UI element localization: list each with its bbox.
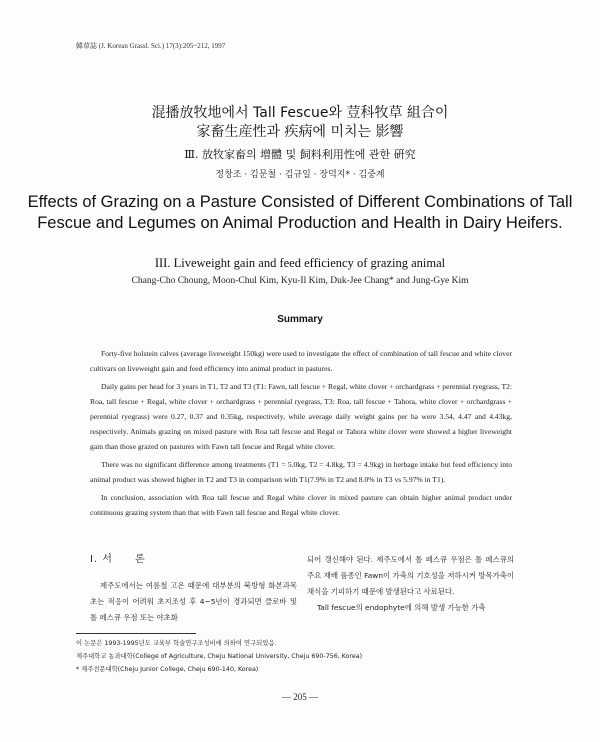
korean-authors: 정창조 · 김문철 · 김규일 · 장덕지* · 김중계 [215,170,385,180]
english-title: Effects of Grazing on a Pasture Consisted of Different Combinations of Tall Fescue and Legumes on Animal Production and Health in Dairy Heifers. [27,193,573,232]
intro-left-column [90,552,297,626]
footnote-divider [76,633,196,634]
summary-paragraph: In conclusion, association with Roa tall fescue and Regal white clover in mixed pasture can obtain higher animal product under continuous grazing system than that with Fawn tall fescue and Regal white clover. [90,493,512,517]
summary-paragraph: Forty-five holstein calves (average liveweight 150kg) were used to investigate the effect of combination of tall fescue and white clover cultivars on liveweight gain and feed efficiency into animal product in pastures. [90,349,512,373]
footnote: 이 논문은 1993-1995년도 교육부 학술연구조성비에 의하여 연구되었음. [76,640,277,647]
summary-paragraph: Daily gains per head for 3 years in T1, T2 and T3 (T1: Fawn, tall fescue + Regal, white clover + orchardgrass + perennial ryegrass, T2: Roa, tall fescue + Regal, white clover + orchardgrass + perennial ryegrass, T3: Roa, tall fescue + Tahora, white clover + orchardgrass + perennial ryegrass) were 0.27, 0.37 and 0.35kg, respectively, while average daily weight gains per ha were 3.54, 4.47 and 4.43kg, respectively. Animals grazing on mixed pasture with Roa tall fescue and Regal or Tahora white clover were showed a higher liveweight gain than those grazed on pastures with Fawn tall fescue and Regal white clover. [90,382,512,451]
korean-title-line3: Ⅲ. 放牧家畜의 增體 및 飼料利用性에 관한 硏究 [184,148,416,161]
english-subtitle: III. Liveweight gain and feed efficiency of grazing animal [154,256,446,270]
intro-heading: Ⅰ. 서 론 [90,554,146,565]
korean-title-line1: 混播放牧地에서 Tall Fescue와 荳科牧草 組合이 [151,105,449,121]
journal-header: 韓草誌 (J. Korean Grassl. Sci.) 17(3):205~212, 1997 [76,42,226,50]
intro-paragraph: Tall fescue의 endophyte에 의해 발생 가능한 가축 [317,603,486,612]
footnotes [76,637,496,676]
summary-body [90,346,512,523]
intro-paragraph: 되어 갱신해야 된다. 제주도에서 톨 페스큐 우점은 톨 페스큐의 주요 재배 품종인 Fawn이 가축의 기호성을 저하시켜 방목가축이 채식을 기피하기 때문에 발생된다고 사료된다. [307,555,514,596]
summary-heading: Summary [277,314,323,325]
summary-paragraph: There was no significant difference among treatments (T1 = 5.0kg, T2 = 4.8kg, T3 = 4.9kg) in herbage intake but feed efficiency into animal product was showed higher in T2 and T3 in comparison with T1(7.9% in T2 and 8.0% in T3 vs 5.97% in T1). [90,460,512,484]
footnote: * 제주전문대학(Cheju Junior College, Cheju 690-140, Korea) [76,666,259,673]
intro-paragraph: 제주도에서는 여름철 고온 때문에 대부분의 북방형 화본과목초는 적응이 어려워 초지조성 후 4~5년이 경과되면 클로바 및 톨 페스큐 우점 또는 야초화 [90,581,297,622]
english-authors: Chang-Cho Choung, Moon-Chul Kim, Kyu-Il Kim, Duk-Jee Chang* and Jung-Gye Kim [131,276,469,286]
intro-right-column [307,552,514,616]
page-number: — 205 — [282,692,318,702]
korean-title-line2: 家畜生産性과 疾病에 미치는 影響 [196,124,404,140]
footnote: 제주대학교 농과대학(College of Agriculture, Cheju National University, Cheju 690-756, Korea) [76,653,363,660]
